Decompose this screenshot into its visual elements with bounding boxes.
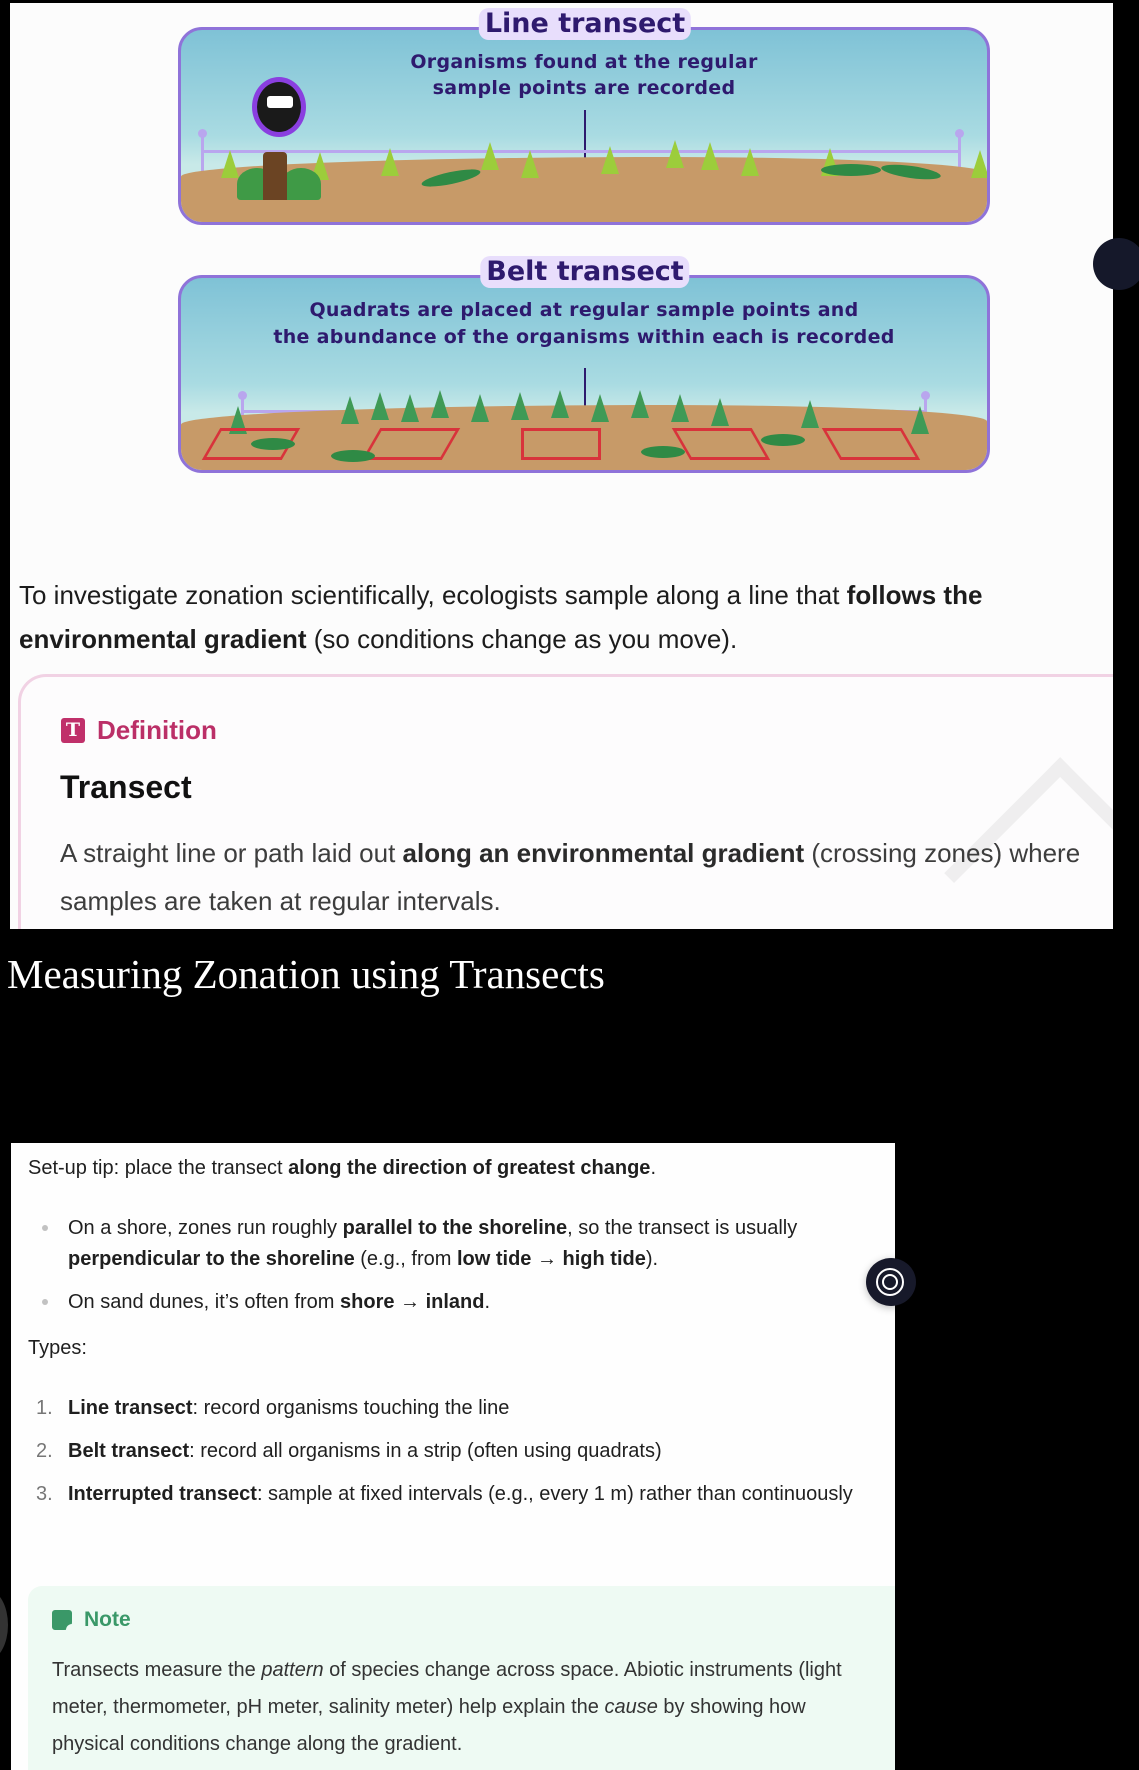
line-transect-diagram bbox=[178, 27, 990, 225]
mascot-character-icon bbox=[257, 82, 301, 132]
intro-text: To investigate zonation scientifically, ecologists sample along a line that bbox=[19, 580, 847, 610]
intro-bold: follows the environmental gradient bbox=[19, 580, 983, 654]
grass-icon bbox=[591, 394, 609, 422]
list-item: 2. Belt transect: record all organisms in a strip (often using quadrats) bbox=[36, 1440, 662, 1462]
intro-paragraph bbox=[19, 573, 1109, 661]
setup-tip-end: . bbox=[650, 1157, 656, 1179]
leafy-plant-icon bbox=[821, 164, 881, 176]
types-list bbox=[28, 1393, 868, 1522]
definition-callout bbox=[18, 674, 1113, 929]
definition-body bbox=[60, 829, 1100, 925]
definition-label bbox=[61, 715, 217, 746]
definition-body-text: A straight line or path laid out bbox=[60, 838, 403, 868]
floating-action-button[interactable] bbox=[1093, 238, 1139, 290]
grass-icon bbox=[711, 398, 729, 426]
grass-icon bbox=[911, 406, 929, 434]
line-transect-caption-1: Organisms found at the regular bbox=[410, 51, 758, 73]
grass-icon bbox=[371, 392, 389, 420]
leafy-plant-icon bbox=[331, 450, 375, 462]
setup-tip bbox=[28, 1155, 656, 1181]
top-screenshot-panel bbox=[10, 3, 1113, 929]
grass-icon bbox=[381, 148, 399, 176]
setup-tip-bold: along the direction of greatest change bbox=[288, 1157, 651, 1179]
grass-icon bbox=[471, 394, 489, 422]
sticky-note-icon bbox=[52, 1610, 72, 1630]
list-item: On a shore, zones run roughly parallel to the shoreline, so the transect is usually perpendicular to the shoreline (e.g., from low tide → high tide). bbox=[28, 1213, 868, 1275]
belt-transect-diagram bbox=[178, 275, 990, 473]
grass-icon bbox=[741, 148, 759, 176]
definition-body-end: (crossing zones) where samples are taken at regular intervals. bbox=[60, 838, 1081, 916]
bottom-screenshot-panel bbox=[11, 1143, 895, 1770]
grass-icon bbox=[431, 390, 449, 418]
line-transect-caption-2: sample points are recorded bbox=[432, 77, 736, 99]
note-label-text: Note bbox=[84, 1608, 131, 1631]
section-heading: Measuring Zonation using Transects bbox=[7, 951, 605, 997]
grass-icon bbox=[481, 142, 499, 170]
setup-bullet-list bbox=[28, 1213, 868, 1330]
bush-icon bbox=[281, 168, 321, 200]
floating-side-handle[interactable] bbox=[0, 1590, 8, 1660]
grass-icon bbox=[701, 142, 719, 170]
note-label bbox=[52, 1608, 131, 1632]
list-item: 1. Line transect: record organisms touching the line bbox=[36, 1397, 510, 1419]
grass-icon bbox=[971, 150, 989, 178]
tree-stump-icon bbox=[263, 152, 287, 200]
note-body: Transects measure the pattern of species change across space. Abiotic instruments (light meter, thermometer, pH meter, salinity meter) help explain the cause by showing how physical conditions change along the gradient. bbox=[52, 1659, 842, 1755]
types-label: Types: bbox=[28, 1337, 87, 1359]
grass-icon bbox=[521, 150, 539, 178]
list-item: On sand dunes, it’s often from shore → inland. bbox=[28, 1287, 868, 1318]
grass-icon bbox=[601, 146, 619, 174]
definition-body-bold: along an environmental gradient bbox=[402, 838, 805, 868]
belt-transect-caption-2: the abundance of the organisms within each is recorded bbox=[273, 326, 895, 348]
grass-icon bbox=[671, 394, 689, 422]
grass-icon bbox=[801, 400, 819, 428]
grass-icon bbox=[221, 150, 239, 178]
grass-icon bbox=[551, 390, 569, 418]
definition-t-icon: T bbox=[61, 718, 85, 743]
target-icon-inner bbox=[882, 1274, 898, 1290]
leafy-plant-icon bbox=[641, 446, 685, 458]
quadrat-icon bbox=[521, 428, 601, 460]
list-item: 3. Interrupted transect: sample at fixed intervals (e.g., every 1 m) rather than continuously bbox=[36, 1483, 853, 1505]
floating-assistant-button[interactable] bbox=[866, 1258, 916, 1306]
grass-icon bbox=[511, 392, 529, 420]
definition-term: Transect bbox=[60, 769, 192, 805]
grass-icon bbox=[341, 396, 359, 424]
setup-tip-text: Set-up tip: place the transect bbox=[28, 1157, 289, 1179]
leafy-plant-icon bbox=[251, 438, 295, 450]
belt-transect-title: Belt transect bbox=[480, 256, 689, 288]
line-transect-title: Line transect bbox=[479, 8, 691, 40]
grass-icon bbox=[401, 394, 419, 422]
intro-text-end: (so conditions change as you move). bbox=[306, 624, 738, 654]
note-callout bbox=[28, 1586, 895, 1770]
leafy-plant-icon bbox=[761, 434, 805, 446]
grass-icon bbox=[666, 140, 684, 168]
grass-icon bbox=[631, 390, 649, 418]
definition-label-text: Definition bbox=[97, 715, 217, 745]
belt-transect-caption-1: Quadrats are placed at regular sample points and bbox=[309, 299, 859, 321]
